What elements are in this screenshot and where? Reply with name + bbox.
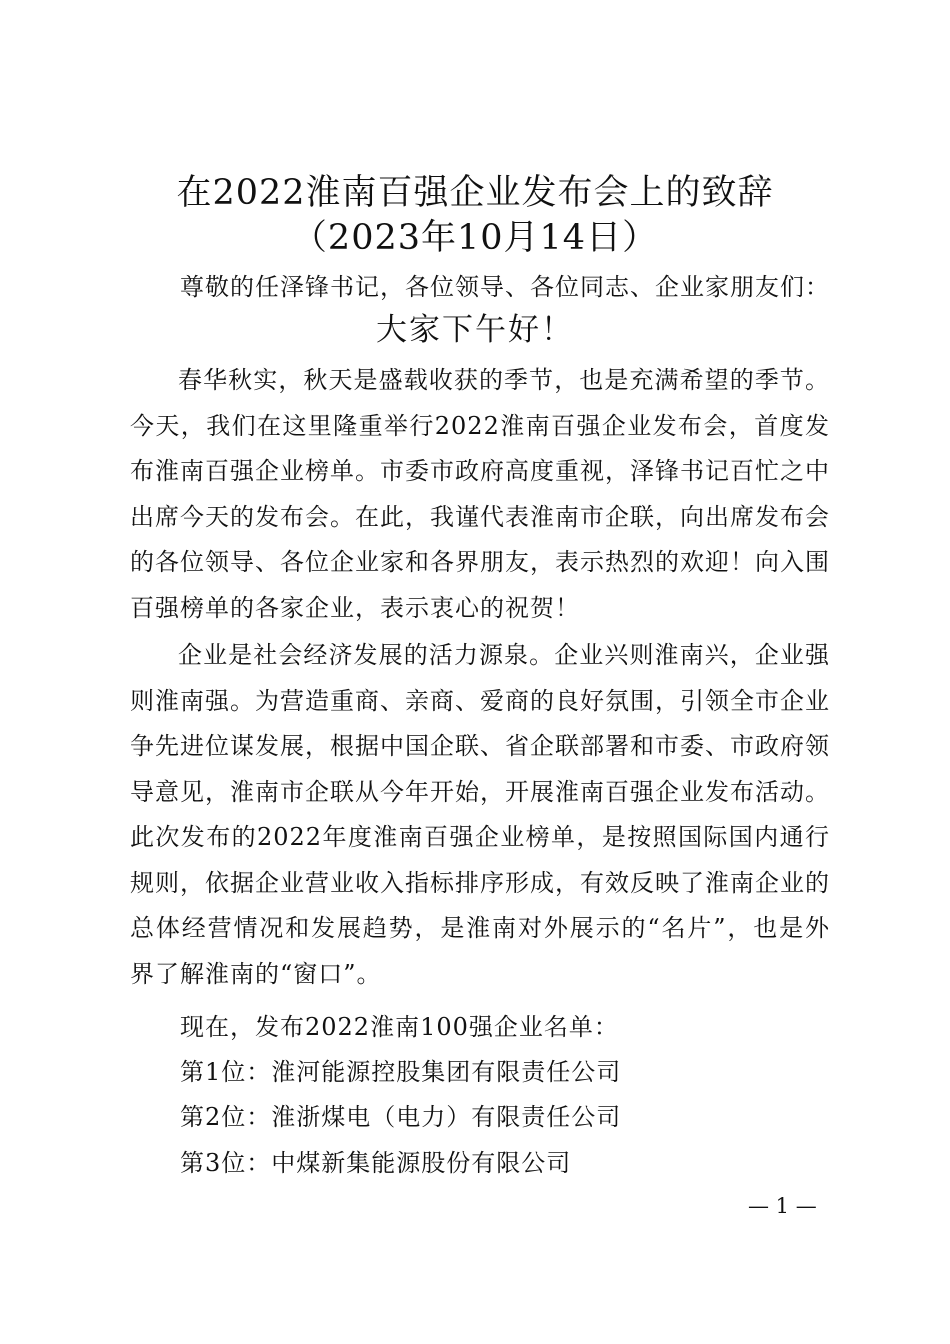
document-title: 在2022淮南百强企业发布会上的致辞 (176, 173, 774, 213)
ranking-item: 第3位：中煤新集能源股份有限公司 (180, 1149, 572, 1177)
announcement: 现在，发布2022淮南100强企业名单： (180, 1013, 619, 1041)
ranking-item: 第1位：淮河能源控股集团有限责任公司 (180, 1058, 622, 1086)
document-date: （2023年10月14日） (291, 218, 659, 258)
salutation: 尊敬的任泽锋书记，各位领导、各位同志、企业家朋友们： (180, 273, 830, 301)
paragraph: 企业是社会经济发展的活力源泉。企业兴则淮南兴，企业强则淮南强。为营造重商、亲商、爱商的良好氛围，引领全市企业争先进位谋发展，根据中国企联、省企联部署和市委、市政府领导意见，淮南市企联从今年开始，开展淮南百强企业发布活动。此次发布的2022年度淮南百强企业榜单，是按照国际国内通行规则，依据企业营业收入指标排序形成，有效反映了淮南企业的总体经营情况和发展趋势，是淮南对外展示的“名片”，也是外界了解淮南的“窗口”。 (130, 641, 830, 988)
greeting: 大家下午好！ (376, 312, 574, 348)
paragraph: 春华秋实，秋天是盛载收获的季节，也是充满希望的季节。今天，我们在这里隆重举行2022淮南百强企业发布会，首度发布淮南百强企业榜单。市委市政府高度重视，泽锋书记百忙之中出席今天的发布会。在此，我谨代表淮南市企联，向出席发布会的各位领导、各位企业家和各界朋友，表示热烈的欢迎！向入围百强榜单的各家企业，表示衷心的祝贺！ (130, 366, 830, 622)
page-number: — 1 — (748, 1194, 817, 1218)
ranking-item: 第2位：淮浙煤电（电力）有限责任公司 (180, 1103, 622, 1131)
